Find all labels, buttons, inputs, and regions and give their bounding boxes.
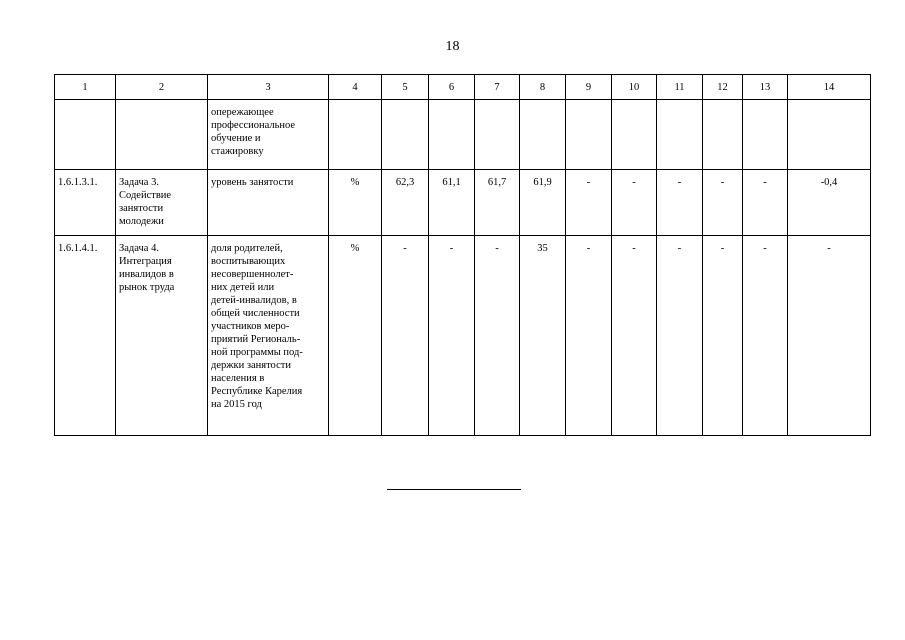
- indicator-cell: уровень занятости: [208, 170, 329, 236]
- value-cell: 61,1: [429, 170, 475, 236]
- value-cell: -: [429, 236, 475, 436]
- value-cell: -: [743, 236, 788, 436]
- value-cell: [743, 100, 788, 170]
- code-cell: 1.6.1.4.1.: [55, 236, 116, 436]
- value-cell: [703, 100, 743, 170]
- table-row: [55, 170, 871, 236]
- value-cell: 62,3: [382, 170, 429, 236]
- task-cell: Задача 4. Интеграция инвалидов в рынок труда: [116, 236, 208, 436]
- code-cell: 1.6.1.3.1.: [55, 170, 116, 236]
- value-cell: -: [475, 236, 520, 436]
- value-cell: [566, 100, 612, 170]
- value-cell: [612, 100, 657, 170]
- table-row: [55, 236, 871, 436]
- value-cell: -: [703, 236, 743, 436]
- value-cell: [429, 100, 475, 170]
- value-cell: [657, 100, 703, 170]
- column-header: 13: [743, 75, 788, 100]
- unit-cell: %: [329, 170, 382, 236]
- value-cell: 61,9: [520, 170, 566, 236]
- value-cell: -: [657, 236, 703, 436]
- column-header: 3: [208, 75, 329, 100]
- value-cell: -: [382, 236, 429, 436]
- column-header: 5: [382, 75, 429, 100]
- column-header: 8: [520, 75, 566, 100]
- indicator-cell: доля родителей, воспитывающих несовершеннолет- них детей или детей-инвалидов, в общей численности участников меро- приятий Региональ- ной программы под- держки занятости населения в Республике Карелия на 2015 год: [208, 236, 329, 436]
- value-cell: -0,4: [788, 170, 871, 236]
- indicator-cell: опережающее профессиональное обучение и стажировку: [208, 100, 329, 170]
- column-header: 11: [657, 75, 703, 100]
- column-header: 2: [116, 75, 208, 100]
- value-cell: 35: [520, 236, 566, 436]
- value-cell: [520, 100, 566, 170]
- value-cell: -: [743, 170, 788, 236]
- column-header: 14: [788, 75, 871, 100]
- column-header: 7: [475, 75, 520, 100]
- column-header: 9: [566, 75, 612, 100]
- value-cell: 61,7: [475, 170, 520, 236]
- column-header: 6: [429, 75, 475, 100]
- code-cell: [55, 100, 116, 170]
- task-cell: Задача 3. Содействие занятости молодежи: [116, 170, 208, 236]
- value-cell: [788, 100, 871, 170]
- task-cell: [116, 100, 208, 170]
- value-cell: -: [657, 170, 703, 236]
- value-cell: [475, 100, 520, 170]
- value-cell: -: [703, 170, 743, 236]
- column-header: 10: [612, 75, 657, 100]
- column-header: 1: [55, 75, 116, 100]
- unit-cell: %: [329, 236, 382, 436]
- indicators-table: [54, 74, 871, 436]
- header-row: [55, 75, 871, 100]
- value-cell: -: [612, 236, 657, 436]
- column-header: 4: [329, 75, 382, 100]
- value-cell: -: [788, 236, 871, 436]
- value-cell: -: [566, 170, 612, 236]
- value-cell: -: [612, 170, 657, 236]
- value-cell: -: [566, 236, 612, 436]
- value-cell: [382, 100, 429, 170]
- unit-cell: [329, 100, 382, 170]
- table-row-continuation: [55, 100, 871, 170]
- footnote-divider: [387, 489, 521, 490]
- column-header: 12: [703, 75, 743, 100]
- page-number: 18: [445, 39, 460, 54]
